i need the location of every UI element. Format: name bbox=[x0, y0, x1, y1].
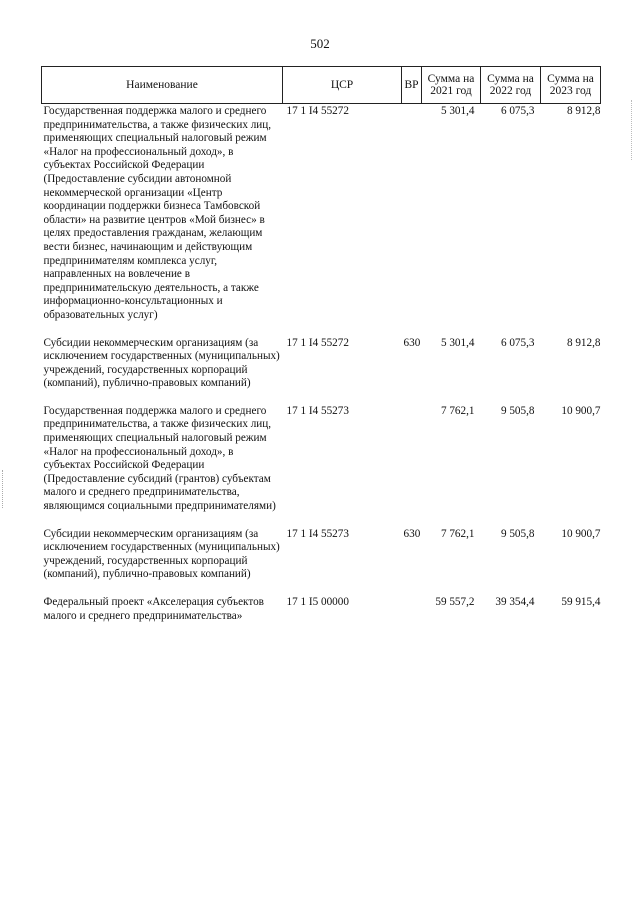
row-csr: 17 1 I4 55273 bbox=[286, 404, 349, 417]
row-vr bbox=[402, 391, 422, 514]
row-sum-2021: 7 762,1 bbox=[440, 527, 475, 540]
header-sum-2022: Сумма на 2022 год bbox=[481, 67, 541, 104]
table-row bbox=[42, 323, 601, 391]
row-sum-2021: 5 301,4 bbox=[440, 336, 475, 349]
row-sum-2022: 9 505,8 bbox=[500, 527, 535, 540]
row-csr: 17 1 I4 55272 bbox=[286, 336, 349, 349]
row-name: Государственная поддержка малого и среднего предпринимательства, а также физических лиц, применяющих специальный налоговый режим «Налог на профессиональный доход», в субъектах Российской Федерации (Предоставление субсидии автономной некоммерческой организации «Центр координации поддержки бизнеса Тамбовской области» на развитие центров «Мой бизнес» в целях предоставления гражданам, желающим вести бизнес, начинающим и действующим предпринимателям комплекса услуг, направленных на вовлечение в предпринимательскую деятельность, а также информационно-консультационных и образовательных услуг) bbox=[43, 105, 272, 321]
header-csr: ЦСР bbox=[283, 67, 402, 104]
row-csr: 17 1 I5 00000 bbox=[286, 596, 349, 608]
row-sum-2023: 10 900,7 bbox=[561, 404, 601, 417]
row-vr: 630 bbox=[403, 527, 421, 540]
row-sum-2022: 6 075,3 bbox=[500, 336, 535, 349]
row-csr: 17 1 I4 55272 bbox=[286, 105, 349, 117]
row-sum-2023: 8 912,8 bbox=[566, 105, 601, 117]
table-row bbox=[42, 104, 601, 323]
row-vr bbox=[402, 582, 422, 623]
row-sum-2021: 7 762,1 bbox=[440, 404, 475, 417]
margin-scan-mark bbox=[2, 470, 6, 508]
row-sum-2021: 59 557,2 bbox=[435, 596, 475, 608]
row-sum-2022: 39 354,4 bbox=[495, 596, 535, 608]
header-sum-2021: Сумма на 2021 год bbox=[422, 67, 481, 104]
row-sum-2022: 6 075,3 bbox=[500, 105, 535, 117]
row-sum-2023: 10 900,7 bbox=[561, 527, 601, 540]
header-sum-2023: Сумма на 2023 год bbox=[541, 67, 601, 104]
budget-table-container bbox=[41, 66, 600, 623]
row-sum-2022: 9 505,8 bbox=[500, 404, 535, 417]
row-name: Субсидии некоммерческим организациям (за исключением государственных (муниципальных) учреждений, государственных корпораций (компаний), публично-правовых компаний) bbox=[43, 527, 280, 581]
header-name: Наименование bbox=[42, 67, 283, 104]
header-vr: ВР bbox=[402, 67, 422, 104]
margin-scan-mark-right bbox=[631, 100, 634, 160]
row-csr: 17 1 I4 55273 bbox=[286, 527, 349, 540]
row-sum-2023: 8 912,8 bbox=[566, 336, 601, 349]
row-sum-2023: 59 915,4 bbox=[561, 596, 601, 608]
row-name: Федеральный проект «Акселерация субъектов малого и среднего предпринимательства» bbox=[43, 596, 264, 622]
table-row bbox=[42, 514, 601, 582]
row-vr: 630 bbox=[403, 336, 421, 349]
row-sum-2021: 5 301,4 bbox=[440, 105, 475, 117]
budget-table bbox=[41, 66, 601, 623]
row-name: Государственная поддержка малого и среднего предпринимательства, а также физических лиц, применяющих специальный налоговый режим «Налог на профессиональный доход», в субъектах Российской Федерации (Предоставление субсидий (грантов) субъектам малого и среднего предпринимательства, являющимся социальными предпринимателями) bbox=[43, 404, 276, 513]
table-header-row bbox=[42, 67, 601, 104]
table-row bbox=[42, 582, 601, 623]
page-number: 502 bbox=[310, 36, 330, 51]
row-name: Субсидии некоммерческим организациям (за исключением государственных (муниципальных) учреждений, государственных корпораций (компаний), публично-правовых компаний) bbox=[43, 336, 280, 390]
row-vr bbox=[402, 104, 422, 323]
table-row bbox=[42, 391, 601, 514]
